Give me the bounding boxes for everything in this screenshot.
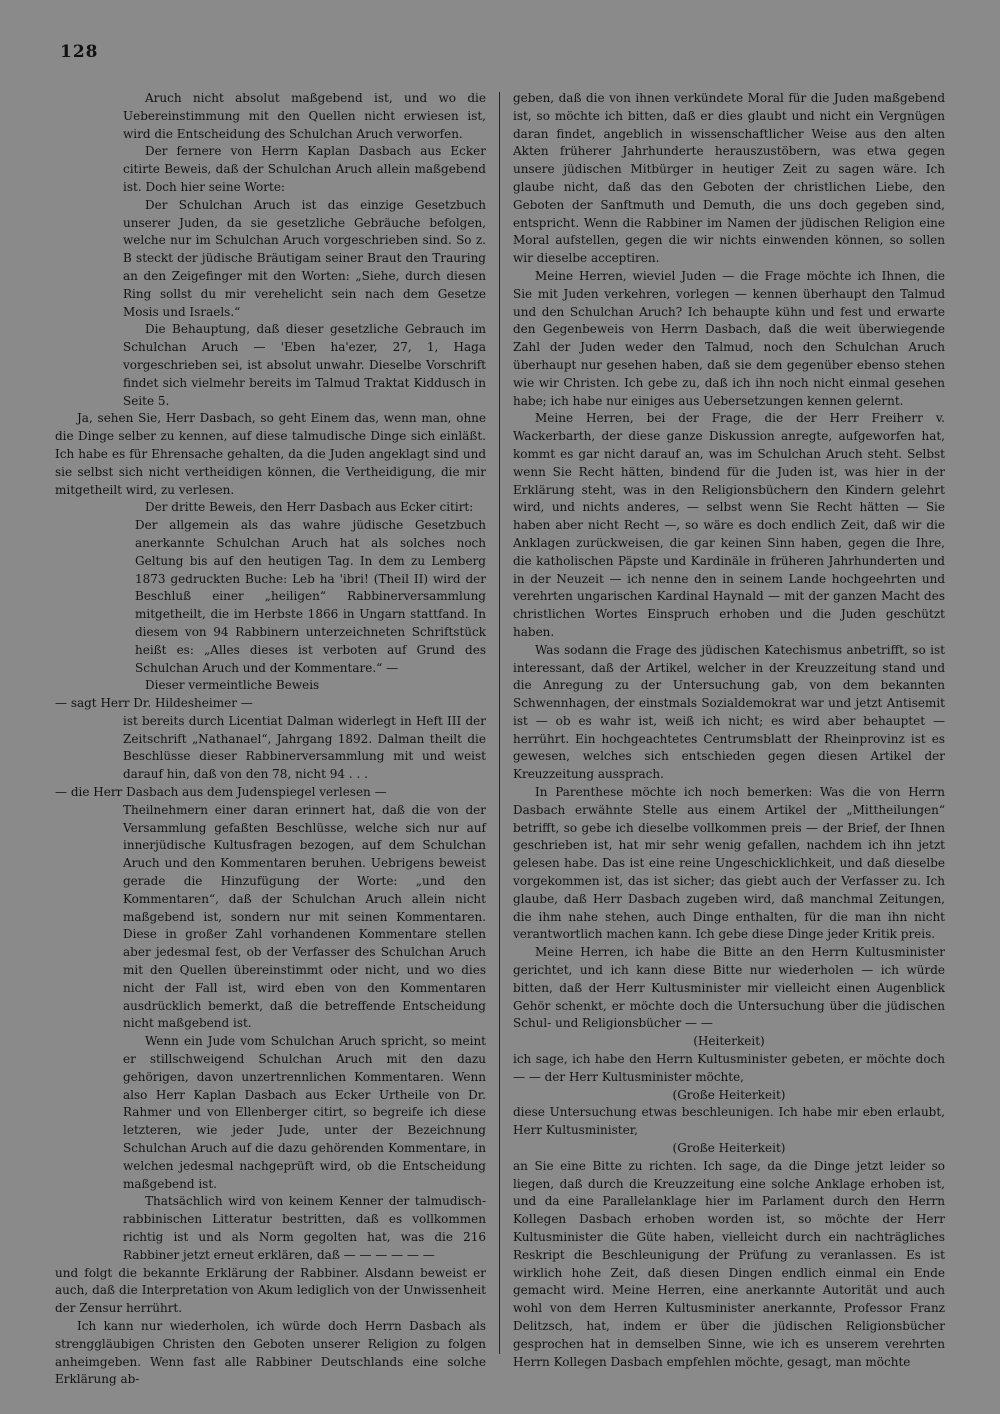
interjection: (Große Heiterkeit): [672, 1141, 786, 1156]
interjection: (Heiterkeit): [693, 1034, 765, 1049]
paragraph: Die Behauptung, daß dieser gesetzliche Gebrauch im Schulchan Aruch — 'Eben ha'ezer, 27, 1, Haga vorgeschrieben sei, ist absolut unwahr. Dieselbe Vorschrift findet sich vielmehr bereits im Talmud Traktat Kiddusch in Seite 5.: [123, 322, 486, 408]
paragraph: an Sie eine Bitte zu richten. Ich sage, da die Dinge jetzt leider so liegen, daß durch die Kreuzzeitung eine solche Anklage erhoben ist, und da eine Parallelanklage hier im Parlament durch den Herrn Kollegen Dasbach erhoben worden ist, so möchte der Herr Kultusminister die Güte haben, vielleicht durch ein nachträgliches Reskript die Beschleunigung der Prüfung zu veranlassen. Es ist wirklich hohe Zeit, daß diesen Dingen endlich einmal ein Ende gemacht wird. Meine Herren, eine anerkannte Autorität und auch wohl von dem Herren Kultusminister anerkannte, Professor Franz Delitzsch, hat, indem er über die jüdischen Religionsbücher gesprochen hat in demselben Sinne, wie ich es unserem verehrten Herrn Kollegen Dasbach empfehlen möchte, gesagt, man möchte: [513, 1158, 945, 1369]
paragraph: Wenn ein Jude vom Schulchan Aruch spricht, so meint er stillschweigend Schulchan Aruch mit den dazu gehörigen, davon unzertrennlichen Kommentaren. Wenn also Herr Kaplan Dasbach aus Ecker Urtheile von Dr. Rahmer und von Ellenberger citirt, so begreife ich diese letzteren, wie jeder Jude, unter der Bezeichnung Schulchan Aruch auf die dazu gehörenden Kommentare, in welchen jedesmal nachgeprüft wird, ob die Entscheidung maßgebend ist.: [123, 1034, 486, 1191]
paragraph: Theilnehmern einer daran erinnert hat, daß die von der Versammlung gefaßten Beschlüsse, welche sich nur auf innerjüdische Kultusfragen bezogen, auf dem Schulchan Aruch und den Kommentaren beruhen. Uebrigens beweist gerade die Hinzufügung der Worte: „und den Kommentaren“, daß der Schulchan Aruch allein nicht maßgebend ist, sondern nur mit seinen Kommentaren. Diese in großer Zahl vorhandenen Kommentare stellen aber jedesmal fest, ob der Verfasser des Schulchan Aruch mit den Quellen übereinstimmt oder nicht, und wo dies nicht der Fall ist, wird eben von den Kommentaren ausdrücklich bemerkt, daß die betreffende Entscheidung nicht maßgebend ist.: [123, 802, 486, 1031]
paragraph: Dieser vermeintliche Beweis: [145, 678, 320, 693]
paragraph: In Parenthese möchte ich noch bemerken: Was die von Herrn Dasbach erwähnte Stelle aus einem Artikel der „Mittheilungen“ betrifft, so gebe ich dieselbe vollkommen preis — der Brief, der Ihnen geschrieben ist, hat mir sehr wenig gefallen, nachdem ich ihn jetzt gelesen habe. Das ist eine reine Ungeschicklichkeit, und daß dieselbe vorgekommen ist, das ist sicher; das giebt auch der Verfasser zu. Ich glaube, daß Herr Dasbach zugeben wird, daß manchmal Zeitungen, die ihm nahe stehen, auch Dinge enthalten, für die man ihn nicht verantwortlich machen kann. Ich gebe diese Dinge jeder Kritik preis.: [513, 785, 945, 942]
paragraph: ich sage, ich habe den Herrn Kultusminister gebeten, er möchte doch — — der Herr Kultusminister möchte,: [513, 1052, 945, 1084]
paragraph: Der allgemein als das wahre jüdische Gesetzbuch anerkannte Schulchan Aruch hat als solches noch Geltung bis auf den heutigen Tag. In dem zu Lemberg 1873 gedruckten Buche: Leb ha 'ibri! (Theil II) wird der Beschluß einer „heiligen“ Rabbinerversammlung mitgetheilt, die im Herbste 1866 in Ungarn stattfand. In diesem von 94 Rabbinern unterzeichneten Schriftstück heißt es: „Alles dieses ist verboten auf Grund des Schulchan Aruch und der Kommentare.“ —: [135, 518, 486, 675]
paragraph: geben, daß die von ihnen verkündete Moral für die Juden maßgebend ist, so möchte ich bitten, daß er dies glaubt und nicht ein Vergnügen daran findet, angeblich in wissenschaftlicher Weise aus den alten Akten früherer Jahrhunderte herauszustöbern, was etwa gegen unsere jüdischen Mitbürger in heutiger Zeit zu sagen wäre. Ich glaube nicht, daß das den Geboten der christlichen Liebe, den Geboten der Sanftmuth und Demuth, die uns doch gegeben sind, entspricht. Wenn die Rabbiner im Namen der jüdischen Religion eine Moral aufstellen, gegen die wir nichts einwenden können, so sollen wir dieselbe acceptiren.: [513, 91, 945, 266]
paragraph: — sagt Herr Dr. Hildesheimer —: [55, 696, 253, 711]
paragraph: Ich kann nur wiederholen, ich würde doch Herrn Dasbach als strenggläubigen Christen den Geboten unserer Religion zu folgen anheimgeben. Wenn fast alle Rabbiner Deutschlands eine solche Erklärung ab-: [55, 1318, 486, 1387]
paragraph: Meine Herren, wieviel Juden — die Frage möchte ich Ihnen, die Sie mit Juden verkehren, vorlegen — kennen überhaupt den Talmud und den Schulchan Aruch? Ich behaupte kühn und fest und erwarte den Gegenbeweis von Herrn Dasbach, daß die weit überwiegende Zahl der Juden weder den Talmud, noch den Schulchan Aruch überhaupt nur gesehen haben, daß sie dem gegenüber ebenso stehen wie wir Christen. Ich gebe zu, daß ich ihn noch nicht einmal gesehen habe; ich habe nur einiges aus Uebersetzungen kennen gelernt.: [513, 268, 945, 408]
paragraph: und folgt die bekannte Erklärung der Rabbiner. Alsdann beweist er auch, daß die Interpretation von Akum lediglich von der Unwissenheit der Zensur herrührt.: [55, 1265, 486, 1316]
paragraph: ist bereits durch Licentiat Dalman widerlegt in Heft III der Zeitschrift „Nathanael“, Jahrgang 1892. Dalman theilt die Beschlüsse dieser Rabbinerversammlung mit und weist darauf hin, daß von den 78, nicht 94 . . .: [123, 713, 486, 782]
paragraph: Der fernere von Herrn Kaplan Dasbach aus Ecker citirte Beweis, daß der Schulchan Aruch allein maßgebend ist. Doch hier seine Worte:: [123, 144, 486, 194]
interjection: (Große Heiterkeit): [672, 1087, 786, 1102]
left-column: [55, 90, 486, 1389]
column-divider: [499, 92, 500, 1354]
right-column: [513, 90, 945, 1371]
paragraph: Meine Herren, bei der Frage, die der Herr Freiherr v. Wackerbarth, der diese ganze Diskussion anregte, aufgeworfen hat, kommt es gar nicht darauf an, was im Schulchan Aruch steht. Selbst wenn Sie Recht hätten, bindend für die Juden ist, was hier in der Erklärung steht, was in den Religionsbüchern den Kindern gelehrt wird, und nichts anderes, — selbst wenn Sie Recht hätten — Sie haben aber nicht Recht —, so wäre es doch endlich Zeit, daß wir die Anklagen zurückweisen, die gar keinen Sinn haben, gegen die Ihre, die katholischen Päpste und Kardinäle in früheren Jahrhunderten und in der Neuzeit — ich nenne den in seinem Lande hochgeehrten und verehrten ungarischen Kardinal Haynald — mit der ganzen Macht des christlichen Wortes Einspruch erhoben und die Juden geschützt haben.: [513, 411, 945, 639]
paragraph: Der dritte Beweis, den Herr Dasbach aus Ecker citirt:: [145, 500, 474, 515]
paragraph: Ja, sehen Sie, Herr Dasbach, so geht Einem das, wenn man, ohne die Dinge selber zu kennen, auf diese talmudische Dinge sich einläßt. Ich habe es für Ehrensache gehalten, da die Juden angeklagt sind und sie selbst sich nicht vertheidigen können, die Vertheidigung, die mir mitgetheilt wird, zu verlesen.: [55, 411, 486, 497]
paragraph: Meine Herren, ich habe die Bitte an den Herrn Kultusminister gerichtet, und ich kann diese Bitte nur wiederholen — ich würde bitten, daß der Herr Kultusminister mir vielleicht einen Augenblick Gehör schenkt, er möchte doch die Untersuchung über die jüdischen Schul- und Religionsbücher — —: [513, 945, 945, 1031]
page-number: 128: [60, 42, 99, 62]
paragraph: diese Untersuchung etwas beschleunigen. Ich habe mir eben erlaubt, Herr Kultusminister,: [513, 1105, 945, 1138]
paragraph: Was sodann die Frage des jüdischen Katechismus anbetrifft, so ist interessant, daß der Artikel, welcher in der Kreuzzeitung stand und die Anregung zu der Untersuchung gab, von dem bekannten Schwennhagen, der einstmals Sozialdemokrat war und jetzt Antisemit ist — ob es wahr ist, weiß ich nicht; es wird aber behauptet — herrührt. Ein hochgeachtetes Centrumsblatt der Rheinprovinz ist es gewesen, welches sich entschieden gegen diesen Artikel der Kreuzzeitung aussprach.: [513, 642, 945, 782]
paragraph: Thatsächlich wird von keinem Kenner der talmudisch-rabbinischen Litteratur bestritten, daß es vollkommen richtig ist und als Norm gegolten hat, was die 216 Rabbiner jetzt erneut erklären, daß — — — — — —: [123, 1194, 486, 1262]
paragraph: — die Herr Dasbach aus dem Judenspiegel verlesen —: [55, 785, 387, 800]
paragraph: Aruch nicht absolut maßgebend ist, und wo die Uebereinstimmung mit den Quellen nicht erwiesen ist, wird die Entscheidung des Schulchan Aruch verworfen.: [123, 91, 486, 141]
paragraph: Der Schulchan Aruch ist das einzige Gesetzbuch unserer Juden, da sie gesetzliche Gebräuche befolgen, welche nur im Schulchan Aruch vorgeschrieben sind. So z. B steckt der jüdische Bräutigam seiner Braut den Trauring an den Zeigefinger mit den Worten: „Siehe, durch diesen Ring sollst du mir verehelicht sein nach dem Gesetze Mosis und Israels.“: [123, 197, 486, 319]
